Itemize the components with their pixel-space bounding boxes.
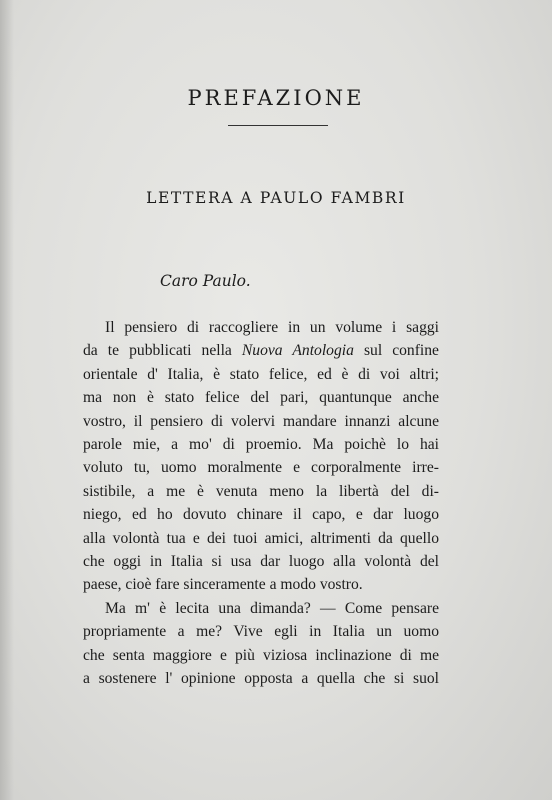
text-line: parole mie, a mo' di proemio. Ma poichè lo hai [83,436,439,454]
journal-title: Nuova Antologia [241,342,354,360]
page-title: PREFAZIONE [187,86,365,110]
spine-shadow [0,0,14,800]
text-line: voluto tu, uomo moralmente e corporalmente irre- [83,459,439,477]
title-divider [228,125,328,126]
text-line: a sostenere l' opinione opposta a quella che si suol [83,670,439,688]
text-line [83,339,439,362]
text-line: ma non è stato felice del pari, quantunque anche [83,389,439,407]
text-line: che oggi in Italia si usa dar luogo alla volontà del [83,553,439,571]
text-line: vostro, il pensiero di volervi mandare innanzi alcune [83,412,439,430]
text-line: alla volontà tua e dei tuoi amici, altrimenti da quello [83,529,439,547]
text-line: orientale d' Italia, è stato felice, ed è di voi altri; [83,365,439,383]
text-line: paese, cioè fare sinceramente a modo vostro. [83,576,363,594]
text-line: Il pensiero di raccogliere in un volume i saggi [105,319,439,336]
text-line: propriamente a me? Vive egli in Italia un uomo [83,623,439,641]
text-line: Ma m' è lecita una dimanda? — Come pensare [105,599,439,617]
text-line: niego, ed ho dovuto chinare il capo, e dar luogo [83,506,439,524]
letter-heading: LETTERA A PAULO FAMBRI [146,189,406,207]
text-fragment: da te pubblicati nella [83,342,232,360]
text-line: che senta maggiore e più viziosa inclinazione di me [83,646,439,664]
text-line: sistibile, a me è venuta meno la libertà del di- [83,482,439,500]
letter-body [83,316,439,691]
salutation: Caro Paulo. [160,272,251,290]
text-fragment: sul confine [363,342,439,360]
